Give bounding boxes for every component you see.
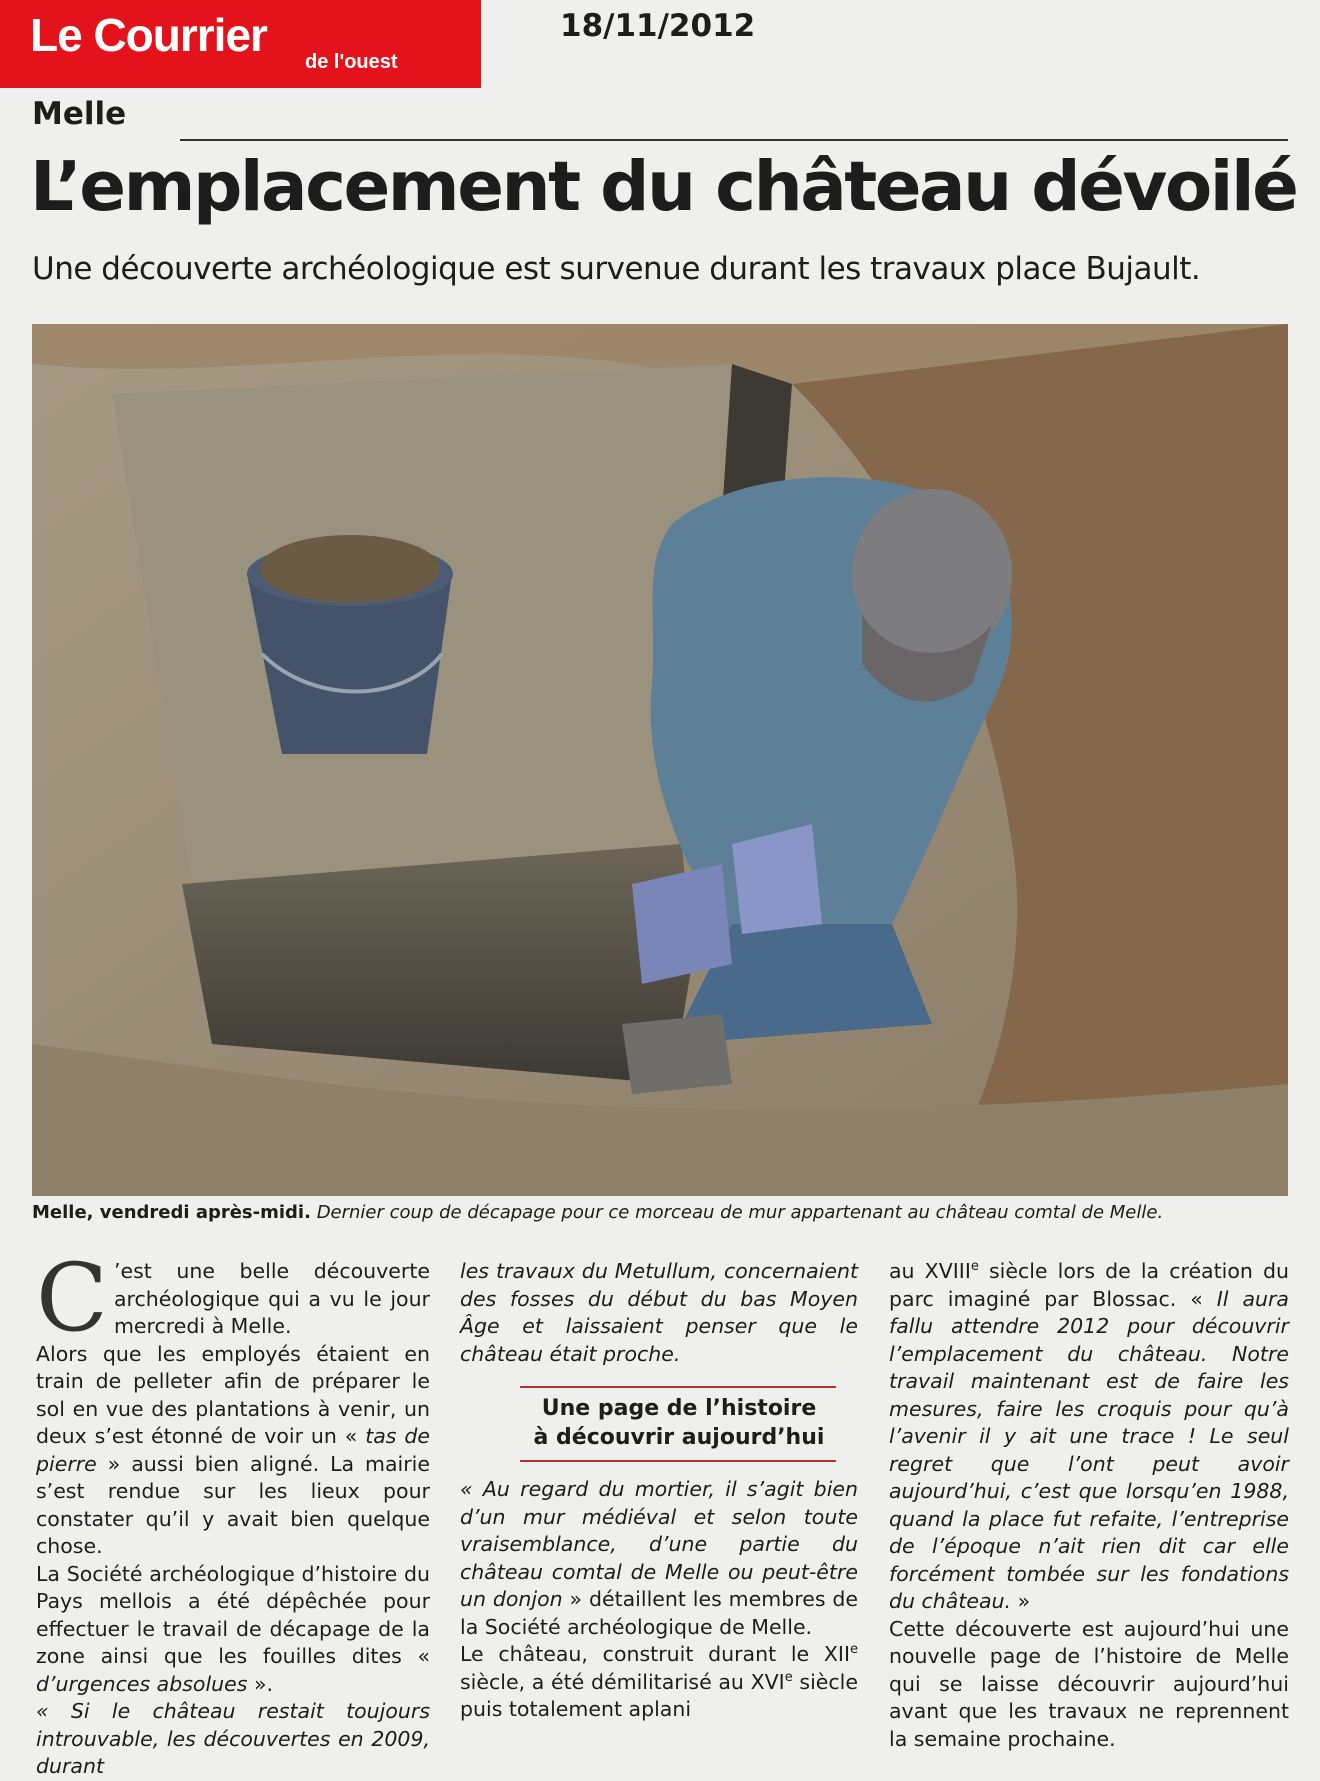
- paragraph-text: Cette découverte est aujourd’hui une nouvelle page de l’histoire de Melle qui se laisse découvrir aujourd’hui avant que les travaux ne reprennent la semaine prochaine.: [889, 1616, 1289, 1751]
- paragraph-text: Le château, construit durant le XII: [460, 1642, 850, 1666]
- newspaper-logo: [0, 0, 481, 88]
- logo-sub-text: de l'ouest: [305, 51, 398, 73]
- paragraph-text: » détaillent les membres de la Société archéologique de Melle.: [460, 1587, 859, 1639]
- article-column-2: [460, 1258, 858, 1724]
- intertitle-line: Une page de l’histoire: [541, 1396, 817, 1421]
- caption-lead: Melle, vendredi après-midi.: [32, 1202, 311, 1223]
- intertitle-rule-bottom: [520, 1460, 836, 1462]
- quote-text: tas de pierre: [36, 1424, 430, 1476]
- photo-caption: [32, 1202, 1302, 1223]
- paragraph: [36, 1341, 430, 1561]
- intertitle: [460, 1388, 858, 1460]
- quote-text: les travaux du Metullum, concernaient des fosses du début du bas Moyen Âge et laissaient penser que le château était proche.: [460, 1259, 858, 1366]
- paragraph: [889, 1258, 1289, 1616]
- caption-text: Dernier coup de décapage pour ce morceau de mur appartenant au château comtal de Melle.: [316, 1202, 1164, 1223]
- article-headline: L’emplacement du château dévoilé: [30, 147, 1297, 227]
- paragraph: [460, 1258, 858, 1368]
- paragraph: [460, 1476, 858, 1641]
- quote-text: d’urgences absolues: [36, 1671, 248, 1696]
- paragraph-text: » aussi bien aligné. La mairie s’est rendue sur les lieux pour constater qu’il y avait bien quelque chose.: [36, 1451, 430, 1558]
- paragraph-text: ’est une belle découverte archéologique qui a vu le jour mercredi à Melle.: [113, 1259, 430, 1338]
- paragraph-text: siècle lors de la création du parc imaginé par Blossac. «: [889, 1259, 1290, 1311]
- superscript: e: [970, 1259, 979, 1275]
- paragraph: [36, 1561, 430, 1699]
- logo-main-text: Le Courrier: [30, 9, 267, 61]
- paragraph: [460, 1641, 858, 1724]
- paragraph: [36, 1244, 430, 1353]
- paragraph-text: Alors que les employés étaient en train de pelleter afin de préparer le sol en vue des plantations à venir, un deux s’est étonné de voir un «: [36, 1341, 430, 1448]
- superscript: e: [850, 1642, 858, 1658]
- paragraph: [36, 1698, 430, 1781]
- paragraph-text: La Société archéologique d’histoire du Pays mellois a été dépêchée pour effectuer le travail de décapage de la zone ainsi que les fouilles dites «: [36, 1561, 430, 1668]
- section-rubric: Melle: [32, 96, 127, 132]
- article-column-3: [889, 1258, 1289, 1753]
- paragraph: [889, 1616, 1289, 1754]
- quote-text: « Au regard du mortier, il s’agit bien d’un mur médiéval et selon toute vraisemblance, d’une partie du château comtal de Melle ou peut-être un donjon: [460, 1477, 858, 1611]
- paragraph-text: au XVIII: [889, 1259, 971, 1283]
- excavation-photo: [32, 324, 1288, 1196]
- article-column-1: [36, 1244, 430, 1781]
- paragraph-text: siècle, a été démilitarisé au XVI: [460, 1669, 785, 1694]
- quote-text: « Si le château restait toujours introuvable, les découvertes en 2009, durant: [36, 1699, 430, 1778]
- rubric-divider: [180, 139, 1288, 141]
- publication-date: 18/11/2012: [560, 8, 756, 44]
- intertitle-line: à découvrir aujourd’hui: [533, 1425, 825, 1450]
- paragraph-text: siècle puis totalement aplani: [460, 1669, 858, 1721]
- article-subhead: Une découverte archéologique est survenue durant les travaux place Bujault.: [32, 251, 1201, 287]
- quote-text: Il aura fallu attendre 2012 pour découvrir l’emplacement du château. Notre travail maintenant est de faire les mesures, faire les croquis pour qu’à l’avenir il y ait une trace ! Le seul regret que l’ont peut avoir aujourd’hui, c’est que lorsqu’en 1988, quand la place fut refaite, l’entreprise de l’époque n’ait rien dit car elle forcément tombée sur les fondations du château.: [889, 1286, 1289, 1613]
- paragraph-text: ».: [247, 1671, 274, 1696]
- superscript: e: [784, 1669, 793, 1685]
- paragraph-text: »: [1011, 1589, 1031, 1613]
- drop-cap: C: [36, 1244, 108, 1353]
